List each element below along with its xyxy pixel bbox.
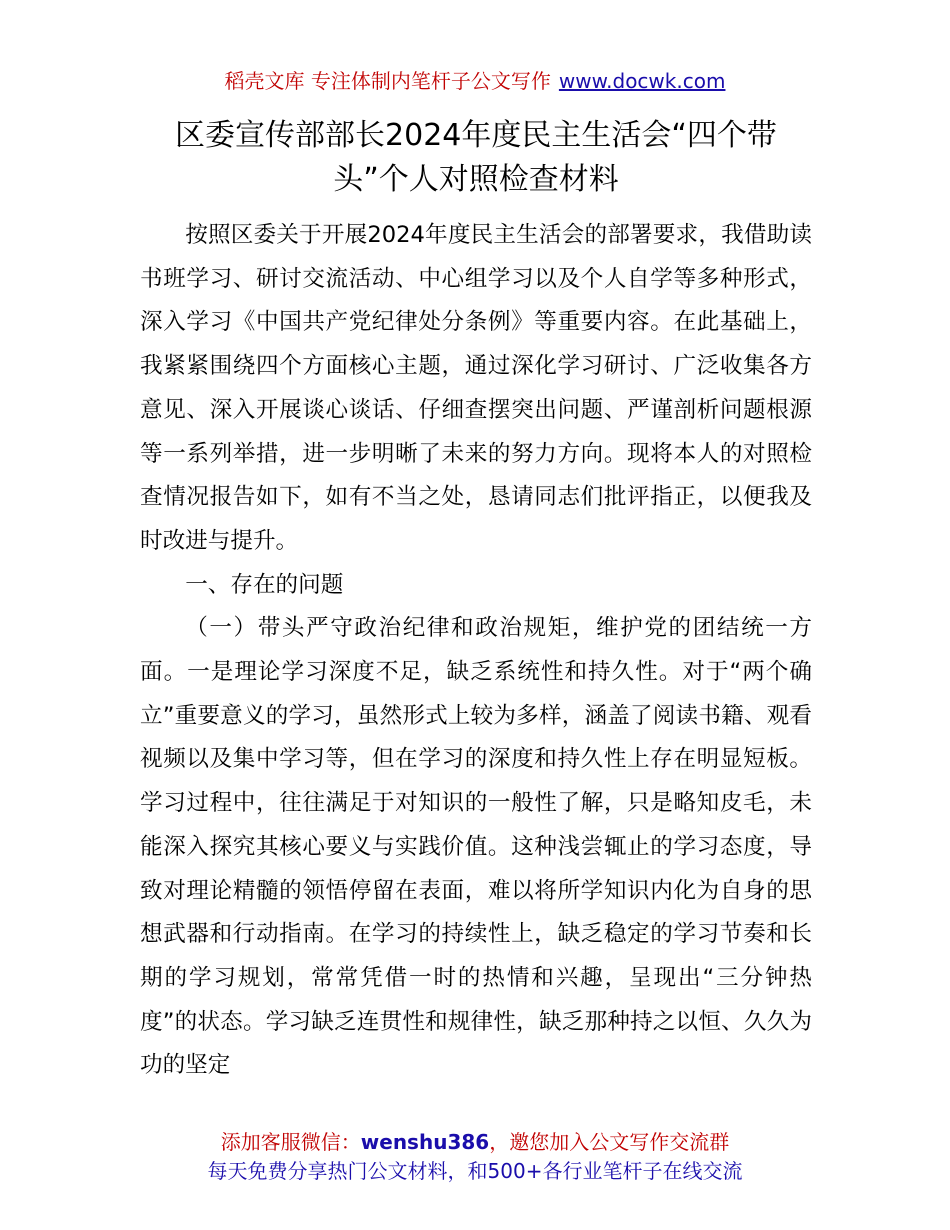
document-title: 区委宣传部部长2024年度民主生活会“四个带头”个人对照检查材料 [175,118,777,197]
promo-suffix: ，邀您加入公文写作交流群 [489,1130,730,1154]
wechat-id: wenshu386 [360,1130,490,1154]
header-banner [0,66,950,96]
site-link[interactable]: www.docwk.com [558,69,726,93]
footer-line-1 [0,1128,950,1157]
footer-promo [0,1128,950,1186]
document-body [140,214,812,1088]
intro-paragraph: 按照区委关于开展2024年度民主生活会的部署要求，我借助读书班学习、研讨交流活动、中心组学习以及个人自学等多种形式，深入学习《中国共产党纪律处分条例》等重要内容。在此基础上，我紧紧围绕四个方面核心主题，通过深化学习研讨、广泛收集各方意见、深入开展谈心谈话、仔细查摆突出问题、严谨剖析问题根源等一系列举措，进一步明晰了未来的努力方向。现将本人的对照检查情况报告如下，如有不当之处，恳请同志们批评指正，以便我及时改进与提升。 [140,222,812,554]
body-paragraph: （一）带头严守政治纪律和政治规矩，维护党的团结统一方面。一是理论学习深度不足，缺乏系统性和持久性。对于“两个确立”重要意义的学习，虽然形式上较为多样，涵盖了阅读书籍、观看视频以及集中学习等，但在学习的深度和持久性上存在明显短板。学习过程中，往往满足于对知识的一般性了解，只是略知皮毛，未能深入探究其核心要义与实践价值。这种浅尝辄止的学习态度，导致对理论精髓的领悟停留在表面，难以将所学知识内化为自身的思想武器和行动指南。在学习的持续性上，缺乏稳定的学习节奏和长期的学习规划，常常凭借一时的热情和兴趣，呈现出“三分钟热度”的状态。学习缺乏连贯性和规律性，缺乏那种持之以恒、久久为功的坚定 [140,615,812,1079]
footer-line-2: 每天免费分享热门公文材料，和500+各行业笔杆子在线交流 [207,1159,743,1183]
brand-text: 稻壳文库 专注体制内笔杆子公文写作 [224,69,551,93]
promo-prefix: 添加客服微信： [220,1130,361,1154]
section-heading: 一、存在的问题 [185,571,344,598]
